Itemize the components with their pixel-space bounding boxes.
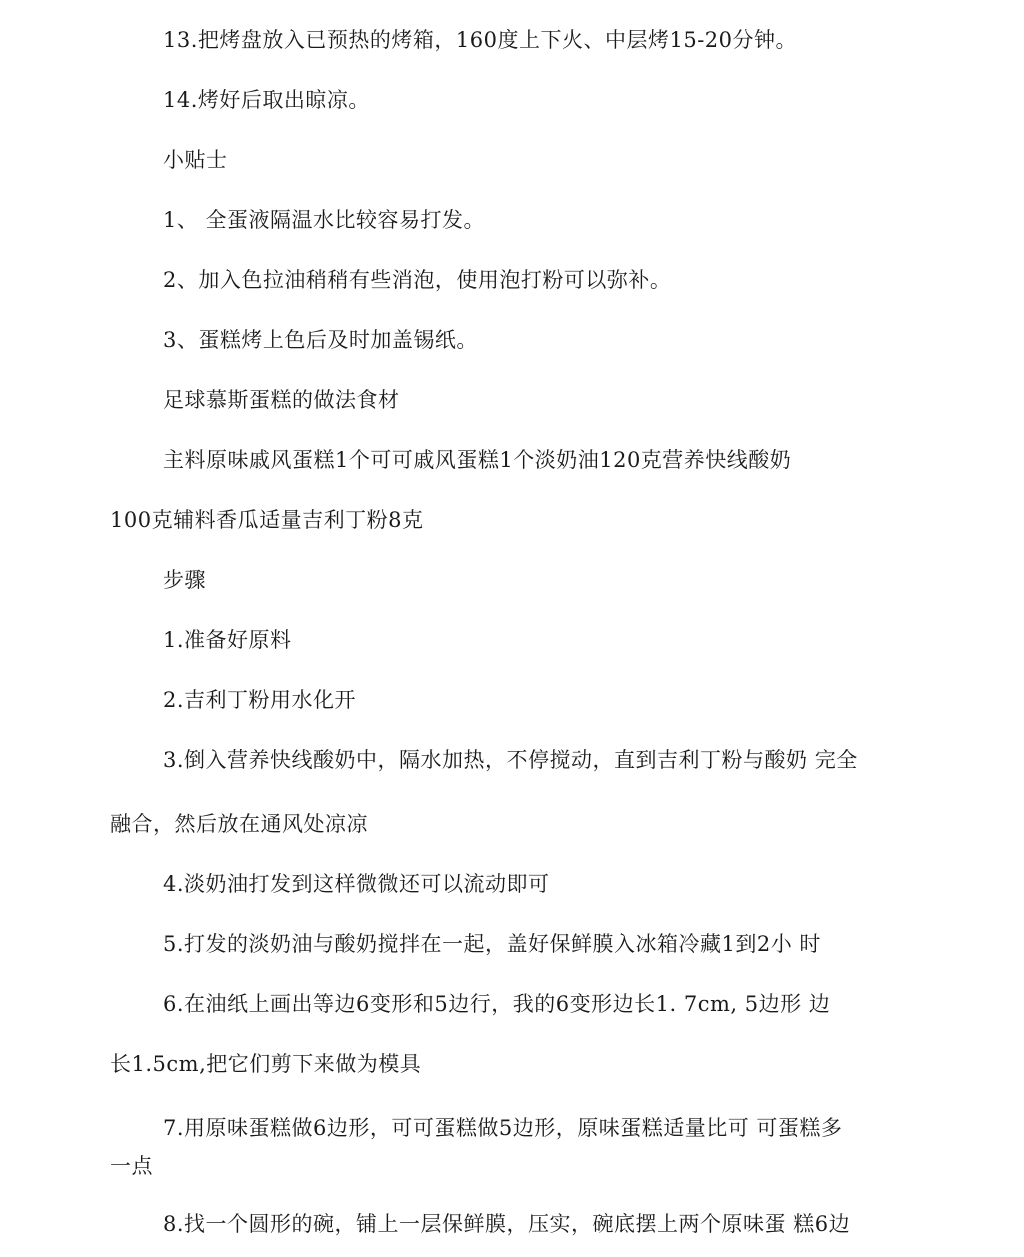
step-5-text: 5.打发的淡奶油与酸奶搅拌在一起，盖好保鲜膜入冰箱冷藏1到2小 时: [163, 932, 821, 956]
recipe-title: 足球慕斯蛋糕的做法食材: [163, 388, 400, 412]
step-6-continuation: 长1.5cm,把它们剪下来做为模具: [110, 1052, 422, 1076]
tip-3-text: 3、蛋糕烤上色后及时加盖锡纸。: [163, 328, 478, 352]
step-13-text: 13.把烤盘放入已预热的烤箱，160度上下火、中层烤15-20分钟。: [163, 28, 798, 52]
step-7-text: 7.用原味蛋糕做6边形，可可蛋糕做5边形，原味蛋糕适量比可 可蛋糕多: [163, 1116, 843, 1140]
step-14-text: 14.烤好后取出晾凉。: [163, 88, 370, 112]
step-2-text: 2.吉利丁粉用水化开: [163, 688, 357, 712]
step-6-text: 6.在油纸上画出等边6变形和5边行，我的6变形边长1. 7cm, 5边形 边: [163, 992, 831, 1016]
step-4-text: 4.淡奶油打发到这样微微还可以流动即可: [163, 872, 550, 896]
tip-2-text: 2、加入色拉油稍稍有些消泡，使用泡打粉可以弥补。: [163, 268, 672, 292]
step-8-text: 8.找一个圆形的碗，铺上一层保鲜膜，压实，碗底摆上两个原味蛋 糕6边: [163, 1212, 851, 1236]
step-7-continuation: 一点: [110, 1154, 153, 1178]
tip-1-text: 1、 全蛋液隔温水比较容易打发。: [163, 208, 486, 232]
step-1-text: 1.准备好原料: [163, 628, 292, 652]
ingredients-line-1: 主料原味戚风蛋糕1个可可戚风蛋糕1个淡奶油120克营养快线酸奶: [163, 448, 792, 472]
steps-heading: 步骤: [163, 568, 206, 592]
tips-heading: 小贴士: [163, 148, 228, 172]
step-3-continuation: 融合，然后放在通风处凉凉: [110, 812, 368, 836]
step-3-text: 3.倒入营养快线酸奶中，隔水加热，不停搅动，直到吉利丁粉与酸奶 完全: [163, 748, 858, 772]
ingredients-line-2: 100克辅料香瓜适量吉利丁粉8克: [110, 508, 424, 532]
